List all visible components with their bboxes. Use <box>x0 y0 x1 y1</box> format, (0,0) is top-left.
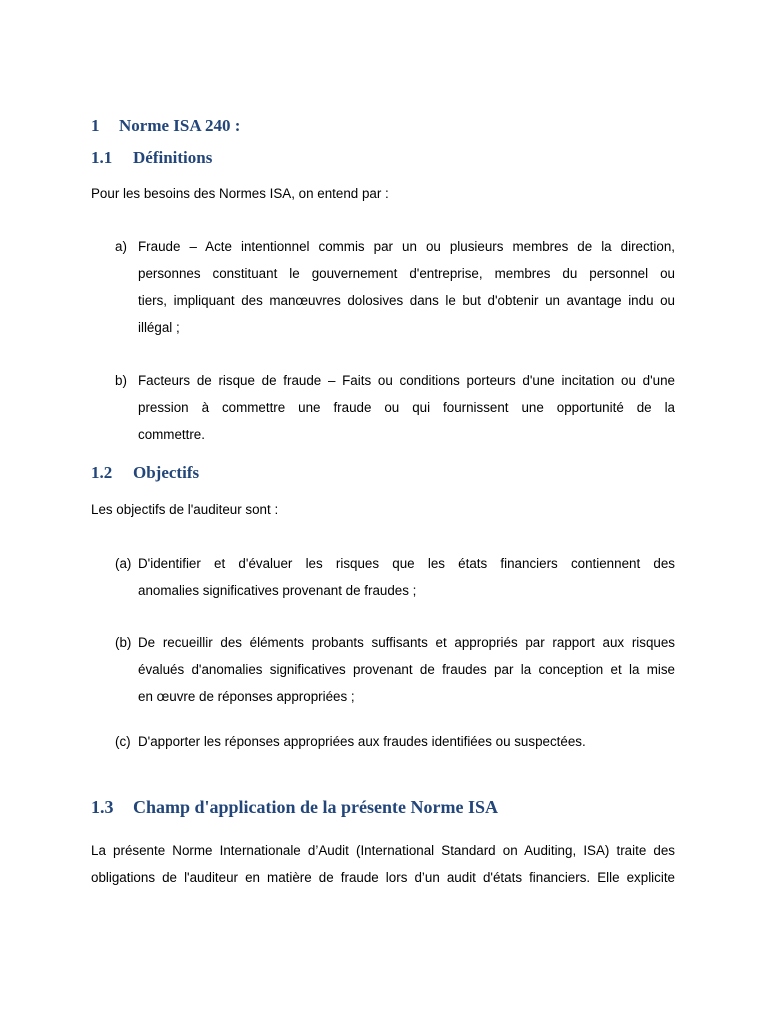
list-marker: a) <box>115 239 127 254</box>
text-line: tiers, impliquant des manœuvres dolosives dans le but d'obtenir un avantage indu ou <box>138 293 675 308</box>
text-line: personnes constituant le gouvernement d'entreprise, membres du personnel ou <box>138 266 675 281</box>
section-number: 1.1 <box>91 148 113 167</box>
text-line: en œuvre de réponses appropriées ; <box>138 689 355 704</box>
list-marker: (a) <box>115 556 132 571</box>
section-number: 1.2 <box>91 463 113 482</box>
heading-number: 1 <box>91 116 100 135</box>
heading-champ-application <box>91 797 498 818</box>
champ-application-paragraph <box>91 837 675 891</box>
list-marker: b) <box>115 373 127 388</box>
list-item-text <box>138 233 675 341</box>
text-line: illégal ; <box>138 320 180 335</box>
text-line: Fraude – Acte intentionnel commis par un ou plusieurs membres de la direction, <box>138 239 675 254</box>
text-line: De recueillir des éléments probants suffisants et appropriés par rapport aux risques <box>138 635 675 650</box>
section-title: Objectifs <box>133 463 200 482</box>
heading-objectifs <box>91 463 199 483</box>
list-item-text <box>138 728 675 755</box>
text-line: Facteurs de risque de fraude – Faits ou conditions porteurs d'une incitation ou d'une <box>138 373 675 388</box>
list-item-text <box>138 367 675 448</box>
text-line: D'identifier et d'évaluer les risques que les états financiers contiennent des <box>138 556 675 571</box>
heading-definitions <box>91 148 212 168</box>
text-line: évalués d'anomalies significatives provenant de fraudes par la conception et la mise <box>138 662 675 677</box>
heading-title: Norme ISA 240 : <box>119 116 241 135</box>
text-line: pression à commettre une fraude ou qui fournissent une opportunité de la <box>138 400 675 415</box>
text-line: La présente Norme Internationale d’Audit (International Standard on Auditing, ISA) traite des <box>91 843 675 858</box>
objectifs-intro: Les objectifs de l'auditeur sont : <box>91 502 279 517</box>
heading-norme-isa-240 <box>91 116 240 136</box>
text-line: D'apporter les réponses appropriées aux fraudes identifiées ou suspectées. <box>138 734 586 749</box>
section-title: Champ d'application de la présente Norme ISA <box>133 797 499 817</box>
text-line: anomalies significatives provenant de fraudes ; <box>138 583 417 598</box>
list-marker: (b) <box>115 635 132 650</box>
list-marker: (c) <box>115 734 131 749</box>
list-item-text <box>138 550 675 604</box>
definitions-intro: Pour les besoins des Normes ISA, on entend par : <box>91 186 389 201</box>
text-line: commettre. <box>138 427 205 442</box>
list-item-text <box>138 629 675 710</box>
section-number: 1.3 <box>91 797 114 817</box>
section-title: Définitions <box>133 148 213 167</box>
text-line: obligations de l'auditeur en matière de fraude lors d’un audit d'états financiers. Elle explicite <box>91 870 675 885</box>
